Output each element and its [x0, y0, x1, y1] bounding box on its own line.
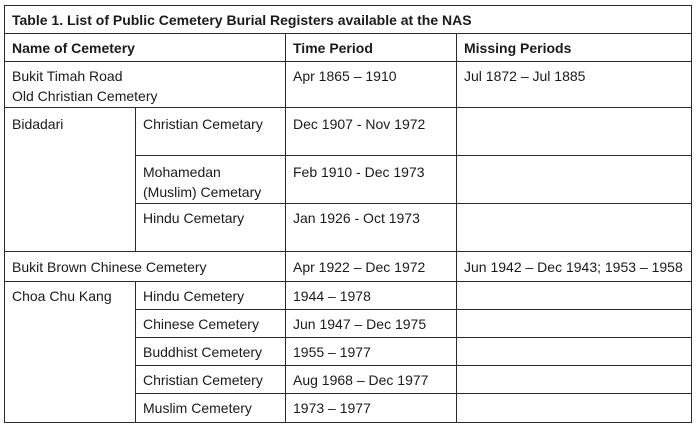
missing-periods — [457, 282, 692, 310]
time-period: Apr 1922 – Dec 1972 — [286, 252, 457, 282]
cemetery-table-container — [4, 5, 692, 423]
cemetery-name: Choa Chu Kang — [5, 282, 136, 423]
header-time-period: Time Period — [286, 34, 457, 62]
table-title: Table 1. List of Public Cemetery Burial Registers available at the NAS — [5, 6, 692, 34]
sub-cemetery-name: Hindu Cemetery — [136, 282, 286, 310]
sub-cemetery-name: Christian Cemetary — [136, 108, 286, 156]
time-period: Jan 1926 - Oct 1973 — [286, 204, 457, 252]
time-period: 1944 – 1978 — [286, 282, 457, 310]
missing-periods — [457, 366, 692, 394]
time-period: Dec 1907 - Nov 1972 — [286, 108, 457, 156]
missing-periods — [457, 394, 692, 423]
time-period: 1973 – 1977 — [286, 394, 457, 423]
sub-cemetery-name: Hindu Cemetary — [136, 204, 286, 252]
time-period: Aug 1968 – Dec 1977 — [286, 366, 457, 394]
sub-cemetery-name: Buddhist Cemetery — [136, 338, 286, 366]
missing-periods — [457, 310, 692, 338]
cemetery-name: Bukit Timah Road Old Christian Cemetery — [5, 62, 286, 108]
time-period: 1955 – 1977 — [286, 338, 457, 366]
missing-periods — [457, 156, 692, 204]
table-header-row — [5, 34, 692, 62]
time-period: Jun 1947 – Dec 1975 — [286, 310, 457, 338]
cemetery-name: Bidadari — [5, 108, 136, 252]
cemetery-registers-table — [4, 5, 692, 423]
table-row — [5, 282, 692, 310]
time-period: Feb 1910 - Dec 1973 — [286, 156, 457, 204]
sub-cemetery-name: Chinese Cemetery — [136, 310, 286, 338]
missing-periods: Jun 1942 – Dec 1943; 1953 – 1958 — [457, 252, 692, 282]
missing-periods — [457, 338, 692, 366]
table-title-row — [5, 6, 692, 34]
header-missing-periods: Missing Periods — [457, 34, 692, 62]
header-name-of-cemetery: Name of Cemetery — [5, 34, 286, 62]
missing-periods: Jul 1872 – Jul 1885 — [457, 62, 692, 108]
missing-periods — [457, 204, 692, 252]
table-row — [5, 108, 692, 156]
table-row — [5, 62, 692, 108]
missing-periods — [457, 108, 692, 156]
time-period: Apr 1865 – 1910 — [286, 62, 457, 108]
sub-cemetery-name: Muslim Cemetery — [136, 394, 286, 423]
sub-cemetery-name: Mohamedan (Muslim) Cemetary — [136, 156, 286, 204]
sub-cemetery-name: Christian Cemetery — [136, 366, 286, 394]
table-row — [5, 252, 692, 282]
cemetery-name: Bukit Brown Chinese Cemetery — [5, 252, 286, 282]
